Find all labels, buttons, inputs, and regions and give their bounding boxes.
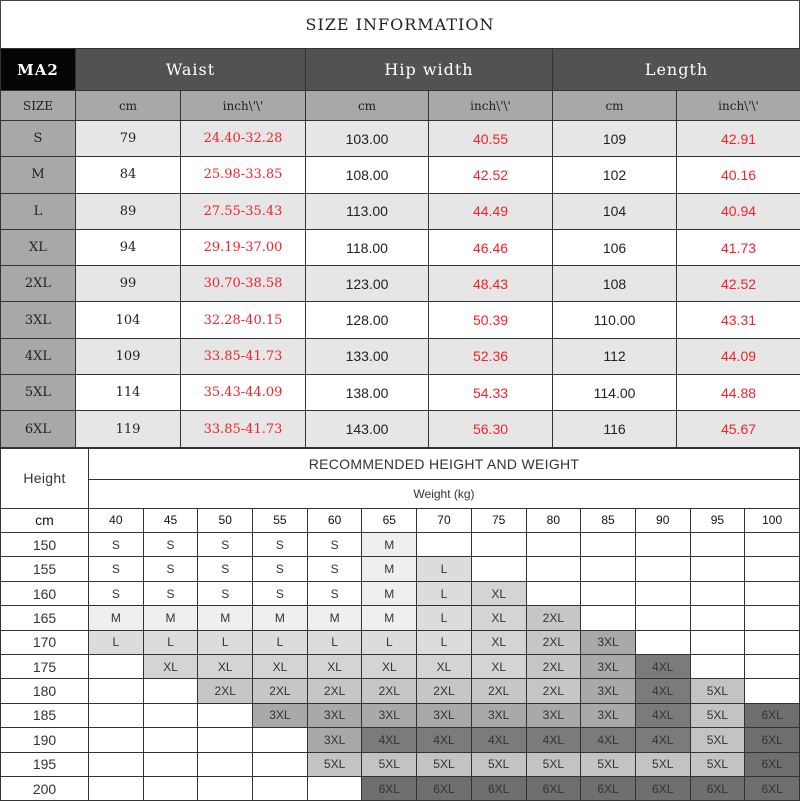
group-header: Hip width bbox=[306, 49, 553, 91]
size-cell bbox=[690, 606, 745, 630]
value-cell: 113.00 bbox=[306, 193, 429, 229]
size-cell bbox=[635, 606, 690, 630]
size-cell: XL bbox=[198, 655, 253, 679]
size-label: SIZE bbox=[1, 91, 76, 121]
size-cell: 6XL bbox=[745, 752, 800, 776]
value-cell: 50.39 bbox=[429, 302, 553, 338]
value-cell: 94 bbox=[76, 229, 181, 265]
height-row bbox=[1, 630, 800, 654]
size-cell bbox=[143, 679, 198, 703]
value-cell: 79 bbox=[76, 121, 181, 157]
size-cell: M bbox=[198, 606, 253, 630]
size-cell bbox=[745, 533, 800, 557]
size-cell: S bbox=[307, 581, 362, 605]
size-cell bbox=[581, 533, 636, 557]
weight-header: 50 bbox=[198, 508, 253, 532]
size-cell bbox=[581, 606, 636, 630]
height-cell: 190 bbox=[1, 728, 89, 752]
value-cell: 30.70-38.58 bbox=[181, 266, 306, 302]
size-cell: M bbox=[307, 606, 362, 630]
size-cell: S bbox=[1, 121, 76, 157]
size-cell bbox=[198, 752, 253, 776]
size-cell: 5XL bbox=[471, 752, 526, 776]
weight-header: 60 bbox=[307, 508, 362, 532]
size-cell: 2XL bbox=[362, 679, 417, 703]
unit-row bbox=[1, 91, 800, 121]
size-cell bbox=[143, 728, 198, 752]
height-row bbox=[1, 557, 800, 581]
weight-header: 45 bbox=[143, 508, 198, 532]
size-cell: L bbox=[89, 630, 144, 654]
size-cell: 6XL bbox=[745, 776, 800, 800]
size-cell: 3XL bbox=[1, 302, 76, 338]
value-cell: 44.88 bbox=[677, 375, 800, 411]
size-cell: 4XL bbox=[635, 728, 690, 752]
size-cell: 3XL bbox=[471, 703, 526, 727]
size-cell bbox=[198, 776, 253, 800]
group-header: Waist bbox=[76, 49, 306, 91]
size-cell: 3XL bbox=[417, 703, 472, 727]
height-label: Height bbox=[1, 448, 89, 508]
value-cell: 116 bbox=[553, 411, 677, 447]
size-cell: 4XL bbox=[635, 679, 690, 703]
value-cell: 89 bbox=[76, 193, 181, 229]
size-cell bbox=[471, 557, 526, 581]
height-row bbox=[1, 752, 800, 776]
value-cell: 33.85-41.73 bbox=[181, 411, 306, 447]
size-cell bbox=[307, 776, 362, 800]
weight-row bbox=[1, 508, 800, 532]
size-cell: 5XL bbox=[307, 752, 362, 776]
size-cell bbox=[581, 581, 636, 605]
size-cell bbox=[690, 581, 745, 605]
unit-header: cm bbox=[306, 91, 429, 121]
table-row bbox=[1, 411, 800, 447]
value-cell: 84 bbox=[76, 157, 181, 193]
recommend-title: RECOMMENDED HEIGHT AND WEIGHT bbox=[89, 448, 800, 479]
size-cell: 4XL bbox=[471, 728, 526, 752]
value-cell: 41.73 bbox=[677, 229, 800, 265]
size-cell: 4XL bbox=[1, 338, 76, 374]
value-cell: 109 bbox=[76, 338, 181, 374]
unit-header: inch\'\' bbox=[677, 91, 800, 121]
size-cell: 5XL bbox=[690, 679, 745, 703]
size-cell bbox=[253, 728, 308, 752]
weight-header: 65 bbox=[362, 508, 417, 532]
size-cell: 6XL bbox=[690, 776, 745, 800]
size-cell: XL bbox=[362, 655, 417, 679]
size-cell: 6XL bbox=[581, 776, 636, 800]
size-cell: XL bbox=[307, 655, 362, 679]
value-cell: 143.00 bbox=[306, 411, 429, 447]
size-table bbox=[0, 48, 800, 448]
value-cell: 138.00 bbox=[306, 375, 429, 411]
value-cell: 110.00 bbox=[553, 302, 677, 338]
value-cell: 56.30 bbox=[429, 411, 553, 447]
size-cell: M bbox=[362, 581, 417, 605]
size-cell: 6XL bbox=[471, 776, 526, 800]
size-cell: M bbox=[253, 606, 308, 630]
size-cell: S bbox=[198, 533, 253, 557]
size-cell bbox=[526, 533, 581, 557]
weight-header: 100 bbox=[745, 508, 800, 532]
size-cell: XL bbox=[471, 630, 526, 654]
unit-header: inch\'\' bbox=[429, 91, 553, 121]
size-cell: S bbox=[253, 533, 308, 557]
size-cell: L bbox=[1, 193, 76, 229]
size-cell: XL bbox=[143, 655, 198, 679]
size-cell: 3XL bbox=[526, 703, 581, 727]
size-cell: XL bbox=[253, 655, 308, 679]
size-cell: 4XL bbox=[635, 655, 690, 679]
size-cell bbox=[745, 606, 800, 630]
value-cell: 48.43 bbox=[429, 266, 553, 302]
size-cell bbox=[745, 581, 800, 605]
value-cell: 42.52 bbox=[429, 157, 553, 193]
height-row bbox=[1, 581, 800, 605]
weight-header: 85 bbox=[581, 508, 636, 532]
table-row bbox=[1, 375, 800, 411]
size-cell bbox=[198, 703, 253, 727]
size-cell bbox=[471, 533, 526, 557]
value-cell: 114 bbox=[76, 375, 181, 411]
page-title: SIZE INFORMATION bbox=[0, 0, 800, 48]
size-cell: 5XL bbox=[581, 752, 636, 776]
unit-header: cm bbox=[76, 91, 181, 121]
value-cell: 114.00 bbox=[553, 375, 677, 411]
table-row bbox=[1, 157, 800, 193]
size-cell bbox=[89, 776, 144, 800]
size-cell: XL bbox=[417, 655, 472, 679]
size-cell: L bbox=[198, 630, 253, 654]
size-cell: 3XL bbox=[253, 703, 308, 727]
size-cell bbox=[635, 581, 690, 605]
size-cell bbox=[745, 630, 800, 654]
header-row bbox=[1, 49, 800, 91]
size-cell: XL bbox=[471, 655, 526, 679]
size-cell: 6XL bbox=[362, 776, 417, 800]
size-cell: 2XL bbox=[253, 679, 308, 703]
value-cell: 42.91 bbox=[677, 121, 800, 157]
height-cell: 200 bbox=[1, 776, 89, 800]
value-cell: 35.43-44.09 bbox=[181, 375, 306, 411]
size-cell: 6XL bbox=[417, 776, 472, 800]
size-cell: 6XL bbox=[635, 776, 690, 800]
value-cell: 29.19-37.00 bbox=[181, 229, 306, 265]
size-cell: 5XL bbox=[690, 728, 745, 752]
height-row bbox=[1, 533, 800, 557]
size-cell: S bbox=[143, 557, 198, 581]
value-cell: 99 bbox=[76, 266, 181, 302]
size-cell bbox=[745, 655, 800, 679]
height-row bbox=[1, 655, 800, 679]
size-cell: S bbox=[89, 533, 144, 557]
height-row bbox=[1, 728, 800, 752]
size-cell: S bbox=[198, 581, 253, 605]
size-cell: 3XL bbox=[307, 728, 362, 752]
size-cell bbox=[143, 776, 198, 800]
height-cell: 175 bbox=[1, 655, 89, 679]
size-cell: L bbox=[417, 581, 472, 605]
height-row bbox=[1, 606, 800, 630]
model-label: MA2 bbox=[1, 49, 76, 91]
unit-header: cm bbox=[553, 91, 677, 121]
height-cell: 180 bbox=[1, 679, 89, 703]
value-cell: 104 bbox=[76, 302, 181, 338]
size-cell bbox=[745, 557, 800, 581]
value-cell: 40.55 bbox=[429, 121, 553, 157]
height-cell: 160 bbox=[1, 581, 89, 605]
group-header: Length bbox=[553, 49, 800, 91]
height-cell: 150 bbox=[1, 533, 89, 557]
size-cell: L bbox=[362, 630, 417, 654]
weight-header: 75 bbox=[471, 508, 526, 532]
size-cell bbox=[253, 752, 308, 776]
size-cell bbox=[690, 533, 745, 557]
size-cell bbox=[417, 533, 472, 557]
value-cell: 52.36 bbox=[429, 338, 553, 374]
size-cell bbox=[89, 728, 144, 752]
size-cell: M bbox=[362, 606, 417, 630]
value-cell: 109 bbox=[553, 121, 677, 157]
size-cell: 2XL bbox=[471, 679, 526, 703]
value-cell: 42.52 bbox=[677, 266, 800, 302]
size-cell: 2XL bbox=[198, 679, 253, 703]
size-cell bbox=[690, 630, 745, 654]
value-cell: 102 bbox=[553, 157, 677, 193]
value-cell: 123.00 bbox=[306, 266, 429, 302]
value-cell: 33.85-41.73 bbox=[181, 338, 306, 374]
size-cell: 5XL bbox=[417, 752, 472, 776]
size-cell bbox=[690, 655, 745, 679]
size-cell: 6XL bbox=[526, 776, 581, 800]
size-cell: 2XL bbox=[526, 679, 581, 703]
value-cell: 32.28-40.15 bbox=[181, 302, 306, 338]
size-cell bbox=[745, 679, 800, 703]
size-cell: L bbox=[307, 630, 362, 654]
weight-header: 70 bbox=[417, 508, 472, 532]
size-cell: S bbox=[143, 581, 198, 605]
size-cell: 2XL bbox=[1, 266, 76, 302]
size-cell: S bbox=[253, 557, 308, 581]
table-row bbox=[1, 302, 800, 338]
size-cell bbox=[253, 776, 308, 800]
size-cell: S bbox=[89, 581, 144, 605]
size-cell: 5XL bbox=[526, 752, 581, 776]
value-cell: 25.98-33.85 bbox=[181, 157, 306, 193]
table-row bbox=[1, 193, 800, 229]
recommendation-table bbox=[0, 448, 800, 801]
size-cell: S bbox=[198, 557, 253, 581]
height-cell: 195 bbox=[1, 752, 89, 776]
size-cell bbox=[89, 655, 144, 679]
size-cell bbox=[89, 752, 144, 776]
size-cell: M bbox=[89, 606, 144, 630]
height-row bbox=[1, 703, 800, 727]
value-cell: 45.67 bbox=[677, 411, 800, 447]
recommend-title-row bbox=[1, 448, 800, 479]
value-cell: 104 bbox=[553, 193, 677, 229]
value-cell: 133.00 bbox=[306, 338, 429, 374]
size-cell: 2XL bbox=[307, 679, 362, 703]
size-cell: 4XL bbox=[635, 703, 690, 727]
value-cell: 24.40-32.28 bbox=[181, 121, 306, 157]
size-cell bbox=[635, 630, 690, 654]
value-cell: 108.00 bbox=[306, 157, 429, 193]
size-cell: M bbox=[1, 157, 76, 193]
size-cell: XL bbox=[1, 229, 76, 265]
size-cell: 3XL bbox=[362, 703, 417, 727]
size-cell bbox=[526, 581, 581, 605]
size-cell: S bbox=[307, 533, 362, 557]
size-cell bbox=[198, 728, 253, 752]
weight-header: 40 bbox=[89, 508, 144, 532]
size-cell bbox=[581, 557, 636, 581]
size-cell: XL bbox=[471, 606, 526, 630]
unit-header: inch\'\' bbox=[181, 91, 306, 121]
unit-label: cm bbox=[1, 508, 89, 532]
size-cell: L bbox=[417, 630, 472, 654]
value-cell: 46.46 bbox=[429, 229, 553, 265]
size-cell: 2XL bbox=[526, 655, 581, 679]
table-row bbox=[1, 338, 800, 374]
size-cell bbox=[89, 703, 144, 727]
size-cell: M bbox=[362, 533, 417, 557]
weight-header: 90 bbox=[635, 508, 690, 532]
size-cell: 3XL bbox=[581, 703, 636, 727]
value-cell: 43.31 bbox=[677, 302, 800, 338]
value-cell: 54.33 bbox=[429, 375, 553, 411]
value-cell: 40.94 bbox=[677, 193, 800, 229]
size-cell bbox=[690, 557, 745, 581]
size-cell: 3XL bbox=[581, 655, 636, 679]
size-cell: XL bbox=[471, 581, 526, 605]
height-cell: 155 bbox=[1, 557, 89, 581]
size-cell: 4XL bbox=[581, 728, 636, 752]
size-cell: 5XL bbox=[690, 703, 745, 727]
size-cell: 5XL bbox=[362, 752, 417, 776]
size-cell: 2XL bbox=[526, 630, 581, 654]
size-cell: 6XL bbox=[745, 703, 800, 727]
value-cell: 118.00 bbox=[306, 229, 429, 265]
value-cell: 128.00 bbox=[306, 302, 429, 338]
value-cell: 40.16 bbox=[677, 157, 800, 193]
size-cell: 4XL bbox=[526, 728, 581, 752]
size-cell: 2XL bbox=[417, 679, 472, 703]
value-cell: 119 bbox=[76, 411, 181, 447]
table-row bbox=[1, 121, 800, 157]
value-cell: 108 bbox=[553, 266, 677, 302]
size-cell: 6XL bbox=[1, 411, 76, 447]
size-cell: 5XL bbox=[690, 752, 745, 776]
size-cell: 3XL bbox=[307, 703, 362, 727]
size-cell: L bbox=[143, 630, 198, 654]
size-cell: M bbox=[362, 557, 417, 581]
value-cell: 44.09 bbox=[677, 338, 800, 374]
size-cell: S bbox=[143, 533, 198, 557]
size-cell bbox=[635, 533, 690, 557]
height-cell: 185 bbox=[1, 703, 89, 727]
height-cell: 165 bbox=[1, 606, 89, 630]
size-cell: S bbox=[253, 581, 308, 605]
size-cell bbox=[635, 557, 690, 581]
size-cell: L bbox=[253, 630, 308, 654]
value-cell: 106 bbox=[553, 229, 677, 265]
size-cell bbox=[526, 557, 581, 581]
weight-header: 95 bbox=[690, 508, 745, 532]
size-cell: L bbox=[417, 606, 472, 630]
size-cell: 4XL bbox=[417, 728, 472, 752]
weight-header: 80 bbox=[526, 508, 581, 532]
table-row bbox=[1, 229, 800, 265]
height-row bbox=[1, 679, 800, 703]
size-cell: M bbox=[143, 606, 198, 630]
value-cell: 27.55-35.43 bbox=[181, 193, 306, 229]
weight-header: 55 bbox=[253, 508, 308, 532]
size-cell: 5XL bbox=[635, 752, 690, 776]
size-cell: 2XL bbox=[526, 606, 581, 630]
size-cell: 6XL bbox=[745, 728, 800, 752]
size-cell: 3XL bbox=[581, 630, 636, 654]
size-cell: S bbox=[89, 557, 144, 581]
table-row bbox=[1, 266, 800, 302]
size-cell: L bbox=[417, 557, 472, 581]
size-cell: 4XL bbox=[362, 728, 417, 752]
size-cell bbox=[89, 679, 144, 703]
height-cell: 170 bbox=[1, 630, 89, 654]
size-cell bbox=[143, 752, 198, 776]
height-row bbox=[1, 776, 800, 800]
size-cell: 3XL bbox=[581, 679, 636, 703]
value-cell: 112 bbox=[553, 338, 677, 374]
weight-label: Weight (kg) bbox=[89, 479, 800, 508]
size-cell: S bbox=[307, 557, 362, 581]
size-cell bbox=[143, 703, 198, 727]
value-cell: 44.49 bbox=[429, 193, 553, 229]
size-cell: 5XL bbox=[1, 375, 76, 411]
value-cell: 103.00 bbox=[306, 121, 429, 157]
weight-label-row bbox=[1, 479, 800, 508]
